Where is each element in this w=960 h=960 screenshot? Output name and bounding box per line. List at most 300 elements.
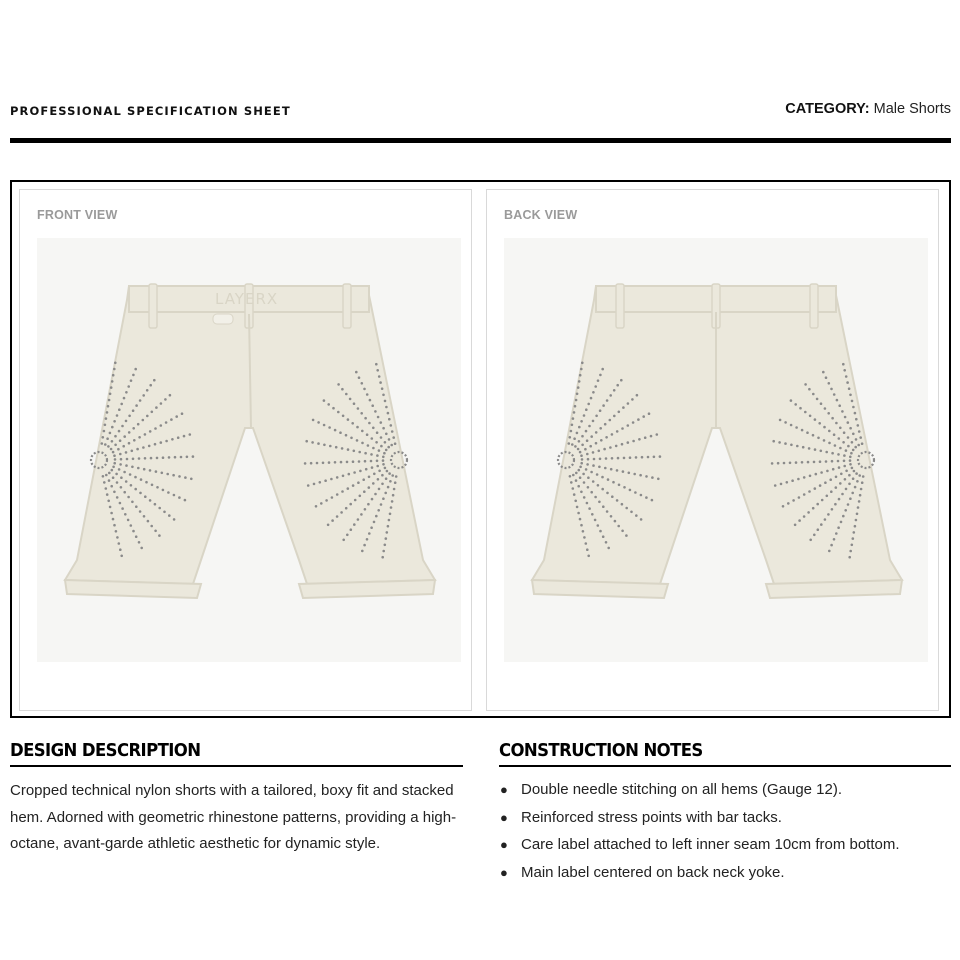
rhinestone-dot [372, 482, 375, 485]
rhinestone-dot [782, 505, 785, 508]
rhinestone-dot [644, 436, 647, 439]
rhinestone-dot [814, 487, 817, 490]
rhinestone-dot [108, 472, 111, 475]
rhinestone-dot [570, 481, 573, 484]
rhinestone-dot [599, 530, 602, 533]
rhinestone-dot [131, 450, 134, 453]
rhinestone-dot [378, 449, 381, 452]
rhinestone-dot [820, 450, 823, 453]
rhinestone-dot [149, 499, 152, 502]
rhinestone-dot [372, 447, 375, 450]
rhinestone-dot [116, 536, 119, 539]
rhinestone-dot [390, 444, 393, 447]
rhinestone-dot [638, 438, 641, 441]
rhinestone-dot [849, 459, 852, 462]
rhinestone-dot [138, 436, 141, 439]
rhinestone-dot [651, 476, 654, 479]
rhinestone-dot [777, 462, 780, 465]
rhinestone-dot [173, 494, 176, 497]
rhinestone-dot [341, 490, 344, 493]
rhinestone-dot [575, 479, 578, 482]
rhinestone-dot [844, 416, 847, 419]
back-view-label: BACK VIEW [504, 208, 578, 222]
rhinestone-dot [834, 503, 837, 506]
rhinestone-dot [645, 475, 648, 478]
rhinestone-dot [824, 518, 827, 521]
rhinestone-dot [120, 486, 123, 489]
rhinestone-dot [604, 467, 607, 470]
rhinestone-dot [371, 466, 374, 469]
rhinestone-dot [849, 463, 852, 466]
rhinestone-dot [657, 478, 660, 481]
rhinestone-dot [350, 528, 353, 531]
rhinestone-dot [135, 535, 138, 538]
rhinestone-dot [345, 507, 348, 510]
rhinestone-dot [795, 426, 798, 429]
rhinestone-dot [380, 503, 383, 506]
rhinestone-dot [579, 518, 582, 521]
rhinestone-dot [587, 476, 590, 479]
rhinestone-dot [845, 375, 848, 378]
rhinestone-dot [134, 488, 137, 491]
rhinestone-dot [350, 437, 353, 440]
rhinestone-dot [184, 476, 187, 479]
rhinestone-dot [834, 444, 837, 447]
rhinestone-dot [353, 523, 356, 526]
rhinestone-dot [111, 440, 114, 443]
rhinestone-dot [844, 509, 847, 512]
rhinestone-dot [117, 448, 120, 451]
rhinestone-dot [129, 473, 132, 476]
sheet-title: PROFESSIONAL SPECIFICATION SHEET [10, 104, 291, 118]
rhinestone-dot [128, 431, 131, 434]
construction-note-text: Reinforced stress points with bar tacks. [521, 808, 782, 826]
rhinestone-dot [595, 442, 598, 445]
rhinestone-dot [631, 398, 634, 401]
rhinestone-dot [625, 534, 628, 537]
rhinestone-dot [791, 479, 794, 482]
rhinestone-dot [122, 445, 125, 448]
belt-loop [616, 284, 624, 328]
rhinestone-dot [856, 480, 859, 483]
rhinestone-dot [859, 436, 862, 439]
rhinestone-dot [613, 415, 616, 418]
rhinestone-dot [160, 424, 163, 427]
rhinestone-dot [110, 512, 113, 515]
rhinestone-dot [592, 480, 595, 483]
rhinestone-dot [579, 374, 582, 377]
rhinestone-dot [114, 362, 117, 365]
construction-note-text: Main label centered on back neck yoke. [521, 863, 785, 881]
rhinestone-dot [650, 435, 653, 438]
rhinestone-dot [594, 496, 597, 499]
rhinestone-dot [819, 460, 822, 463]
rhinestone-dot [125, 391, 128, 394]
rhinestone-dot [616, 384, 619, 387]
garment-views [10, 180, 951, 718]
rhinestone-dot [385, 477, 388, 480]
rhinestone-dot [590, 471, 593, 474]
rhinestone-dot [577, 448, 580, 451]
belt-loop [149, 284, 157, 328]
rhinestone-dot [383, 452, 386, 455]
rhinestone-dot [368, 422, 371, 425]
rhinestone-dot [132, 530, 135, 533]
rhinestone-dot [845, 470, 848, 473]
rhinestone-dot [786, 481, 789, 484]
rhinestone-dot [803, 515, 806, 518]
rhinestone-dot [369, 399, 372, 402]
rhinestone-dot [114, 444, 117, 447]
rhinestone-dot [155, 470, 158, 473]
rhinestone-dot [123, 471, 126, 474]
rhinestone-dot [165, 421, 168, 424]
rhinestone-dot [375, 363, 378, 366]
rhinestone-dot [111, 380, 114, 383]
rhinestone-dot [138, 541, 141, 544]
rhinestone-dot [582, 473, 585, 476]
rhinestone-dot [585, 408, 588, 411]
rhinestone-dot [569, 475, 572, 478]
rhinestone-dot [384, 492, 387, 495]
rhinestone-dot [135, 505, 138, 508]
front-view-label: FRONT VIEW [37, 208, 118, 222]
rhinestone-dot [382, 394, 385, 397]
rhinestone-dot [570, 430, 573, 433]
rhinestone-dot [610, 468, 613, 471]
rhinestone-dot [341, 388, 344, 391]
rhinestone-dot [815, 473, 818, 476]
rhinestone-dot [382, 456, 385, 459]
rhinestone-dot [328, 461, 331, 464]
rhinestone-dot [147, 520, 150, 523]
rhinestone-dot [835, 486, 838, 489]
rhinestone-dot [809, 475, 812, 478]
rhinestone-dot [109, 432, 112, 435]
rhinestone-dot [381, 474, 384, 477]
rhinestone-dot [320, 502, 323, 505]
rhinestone-dot [858, 500, 861, 503]
rhinestone-dot [596, 473, 599, 476]
rhinestone-dot [622, 406, 625, 409]
rhinestone-dot [379, 381, 382, 384]
rhinestone-dot [616, 469, 619, 472]
rhinestone-dot [613, 389, 616, 392]
rhinestone-dot [119, 463, 122, 466]
rhinestone-dot [113, 454, 116, 457]
rhinestone-dot [801, 461, 804, 464]
rhinestone-dot [107, 445, 110, 448]
rhinestone-dot [358, 376, 361, 379]
rhinestone-dot [774, 484, 777, 487]
rhinestone-dot [787, 502, 790, 505]
rhinestone-dot [181, 412, 184, 415]
rhinestone-dot [368, 532, 371, 535]
rhinestone-dot [842, 441, 845, 444]
rhinestone-dot [861, 481, 864, 484]
rhinestone-dot [571, 424, 574, 427]
rhinestone-dot [363, 490, 366, 493]
rhinestone-dot [172, 474, 175, 477]
rhinestone-dot [835, 422, 838, 425]
rhinestone-dot [599, 458, 602, 461]
rhinestone-dot [797, 478, 800, 481]
rhinestone-dot [648, 412, 651, 415]
rhinestone-dot [376, 454, 379, 457]
brand-logo: LAYERX [215, 290, 279, 308]
rhinestone-dot [392, 436, 395, 439]
rhinestone-dot [112, 451, 115, 454]
rhinestone-dot [109, 393, 112, 396]
rhinestone-dot [140, 478, 143, 481]
rhinestone-dot [592, 391, 595, 394]
rhinestone-dot [111, 426, 114, 429]
rhinestone-dot [125, 464, 128, 467]
rhinestone-dot [590, 491, 593, 494]
rhinestone-dot [816, 503, 819, 506]
rhinestone-dot [324, 479, 327, 482]
rhinestone-dot [325, 499, 328, 502]
rhinestone-dot [371, 404, 374, 407]
rhinestone-dot [104, 443, 107, 446]
rhinestone-dot [838, 437, 841, 440]
rhinestone-dot [580, 462, 583, 465]
design-description-heading: DESIGN DESCRIPTION [10, 740, 201, 761]
rhinestone-dot [373, 521, 376, 524]
rhinestone-dot [580, 524, 583, 527]
rhinestone-dot [592, 420, 595, 423]
rhinestone-dot [107, 405, 110, 408]
bullet-icon: ● [500, 809, 508, 825]
rhinestone-dot [151, 411, 154, 414]
rhinestone-dot [352, 460, 355, 463]
rhinestone-dot [365, 468, 368, 471]
rhinestone-dot [178, 475, 181, 478]
rhinestone-dot [317, 442, 320, 445]
rhinestone-dot [156, 486, 159, 489]
rhinestone-dot [385, 406, 388, 409]
rhinestone-dot [792, 499, 795, 502]
rhinestone-dot [342, 415, 345, 418]
rhinestone-dot [374, 410, 377, 413]
rhinestone-dot [586, 548, 589, 551]
rhinestone-dot [120, 403, 123, 406]
rhinestone-dot [192, 455, 195, 458]
construction-notes-list [499, 776, 951, 886]
rhinestone-dot [830, 490, 833, 493]
rhinestone-dot [160, 402, 163, 405]
rhinestone-dot [831, 508, 834, 511]
rhinestone-dot [813, 461, 816, 464]
rhinestone-dot [653, 456, 656, 459]
rhinestone-dot [806, 431, 809, 434]
rhinestone-dot [345, 434, 348, 437]
front-shorts-illustration [37, 238, 461, 662]
rhinestone-dot [102, 436, 105, 439]
rhinestone-dot [105, 487, 108, 490]
rhinestone-dot [384, 467, 387, 470]
rhinestone-dot [639, 474, 642, 477]
rhinestone-dot [388, 418, 391, 421]
rhinestone-dot [620, 379, 623, 382]
rhinestone-dot [796, 445, 799, 448]
rhinestone-dot [573, 437, 576, 440]
rhinestone-dot [345, 393, 348, 396]
rhinestone-dot [135, 404, 138, 407]
rhinestone-dot [346, 461, 349, 464]
rhinestone-dot [380, 445, 383, 448]
rhinestone-dot [149, 430, 152, 433]
rhinestone-dot [106, 493, 109, 496]
rhinestone-dot [142, 394, 145, 397]
rhinestone-dot [165, 440, 168, 443]
rhinestone-dot [831, 417, 834, 420]
rhinestone-dot [387, 446, 390, 449]
rhinestone-dot [348, 473, 351, 476]
rhinestone-dot [645, 496, 648, 499]
rhinestone-dot [389, 480, 392, 483]
rhinestone-dot [627, 402, 630, 405]
rhinestone-dot [337, 383, 340, 386]
rhinestone-dot [119, 453, 122, 456]
rhinestone-dot [341, 447, 344, 450]
rhinestone-dot [843, 465, 846, 468]
right-stacked-hem [299, 580, 435, 598]
rhinestone-dot [568, 442, 571, 445]
rhinestone-dot [803, 493, 806, 496]
rhinestone-dot [131, 466, 134, 469]
rhinestone-dot [168, 456, 171, 459]
rhinestone-dot [184, 499, 187, 502]
rhinestone-dot [587, 403, 590, 406]
rhinestone-dot [385, 433, 388, 436]
rhinestone-dot [347, 418, 350, 421]
rhinestone-dot [862, 475, 865, 478]
rhinestone-dot [586, 463, 589, 466]
rhinestone-dot [856, 513, 859, 516]
rhinestone-dot [356, 426, 359, 429]
rhinestone-dot [778, 441, 781, 444]
rhinestone-dot [146, 389, 149, 392]
rhinestone-dot [589, 445, 592, 448]
bullet-icon: ● [500, 864, 508, 880]
rhinestone-dot [591, 513, 594, 516]
rhinestone-dot [837, 453, 840, 456]
rhinestone-dot [598, 450, 601, 453]
rhinestone-dot [580, 420, 583, 423]
rhinestone-dot [807, 511, 810, 514]
rhinestone-dot [112, 466, 115, 469]
rhinestone-dot [594, 519, 597, 522]
rhinestone-dot [310, 462, 313, 465]
rhinestone-dot [611, 433, 614, 436]
rhinestone-dot [109, 506, 112, 509]
rhinestone-dot [831, 452, 834, 455]
rhinestone-dot [144, 495, 147, 498]
rhinestone-dot [854, 412, 857, 415]
rhinestone-dot [582, 530, 585, 533]
rhinestone-dot [144, 457, 147, 460]
category-value: Male Shorts [873, 101, 951, 117]
rhinestone-dot [848, 474, 851, 477]
rhinestone-dot [164, 398, 167, 401]
rhinestone-dot [790, 444, 793, 447]
rhinestone-dot [385, 537, 388, 540]
rhinestone-dot [632, 440, 635, 443]
rhinestone-dot [574, 445, 577, 448]
rhinestone-dot [794, 524, 797, 527]
rhinestone-dot [360, 513, 363, 516]
rhinestone-dot [598, 466, 601, 469]
rhinestone-dot [357, 481, 360, 484]
rhinestone-dot [352, 484, 355, 487]
rhinestone-dot [162, 456, 165, 459]
rhinestone-dot [111, 469, 114, 472]
rhinestone-dot [835, 476, 838, 479]
rhinestone-dot [841, 410, 844, 413]
rhinestone-dot [855, 519, 858, 522]
rhinestone-dot [382, 463, 385, 466]
rhinestone-dot [112, 476, 115, 479]
rhinestone-dot [132, 409, 135, 412]
rhinestone-dot [580, 368, 583, 371]
rhinestone-dot [351, 422, 354, 425]
rhinestone-dot [849, 427, 852, 430]
rhinestone-dot [143, 515, 146, 518]
rhinestone-dot [849, 550, 852, 553]
rhinestone-dot [358, 460, 361, 463]
rhinestone-dot [849, 456, 852, 459]
rhinestone-dot [174, 456, 177, 459]
rhinestone-dot [577, 485, 580, 488]
rhinestone-dot [585, 542, 588, 545]
rhinestone-dot [790, 399, 793, 402]
rhinestone-dot [842, 363, 845, 366]
rhinestone-dot [606, 492, 609, 495]
rhinestone-dot [633, 473, 636, 476]
rhinestone-dot [598, 501, 601, 504]
rhinestone-dot [838, 466, 841, 469]
rhinestone-dot [610, 515, 613, 518]
rhinestone-dot [843, 460, 846, 463]
rhinestone-dot [370, 526, 373, 529]
rhinestone-dot [353, 450, 356, 453]
rhinestone-dot [103, 430, 106, 433]
rhinestone-dot [825, 460, 828, 463]
rhinestone-dot [579, 466, 582, 469]
rhinestone-dot [632, 421, 635, 424]
rhinestone-dot [394, 481, 397, 484]
rhinestone-dot [584, 448, 587, 451]
rhinestone-dot [605, 457, 608, 460]
rhinestone-dot [854, 525, 857, 528]
rhinestone-dot [843, 369, 846, 372]
rhinestone-dot [364, 508, 367, 511]
rhinestone-dot [342, 475, 345, 478]
rhinestone-dot [322, 462, 325, 465]
rhinestone-dot [816, 398, 819, 401]
rhinestone-dot [621, 443, 624, 446]
rhinestone-dot [382, 550, 385, 553]
rhinestone-dot [830, 388, 833, 391]
rhinestone-dot [852, 449, 855, 452]
rhinestone-dot [592, 451, 595, 454]
construction-note-text: Care label attached to left inner seam 10cm from bottom. [521, 836, 900, 853]
rhinestone-dot [857, 506, 860, 509]
rhinestone-dot [395, 475, 398, 478]
bullet-icon: ● [500, 782, 508, 797]
rhinestone-dot [607, 478, 610, 481]
